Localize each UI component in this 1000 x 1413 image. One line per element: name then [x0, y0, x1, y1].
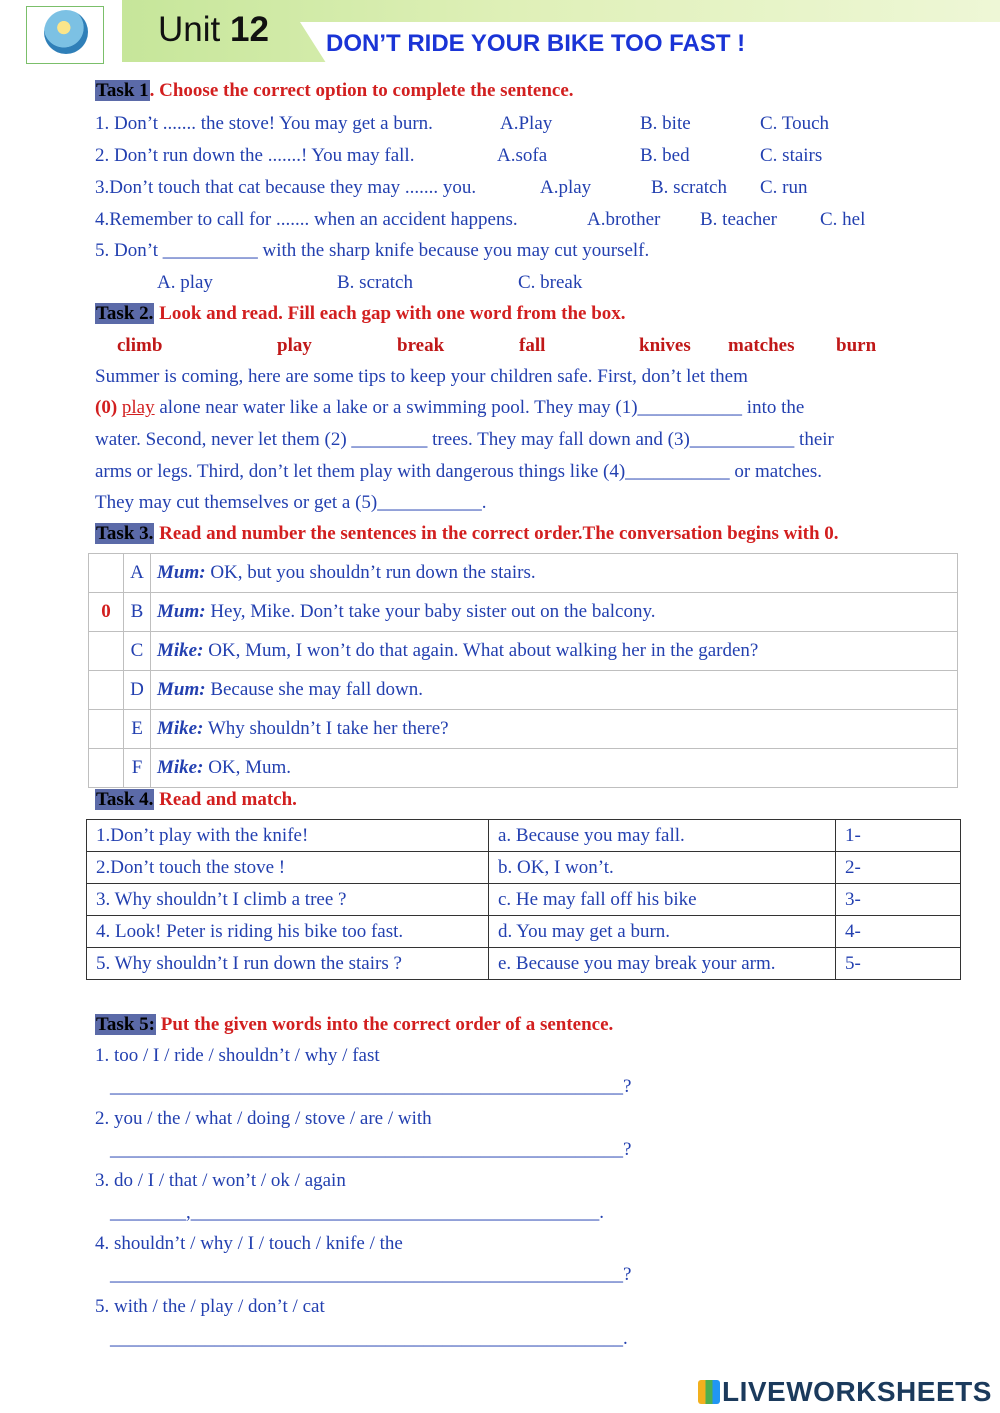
- sentence-cell: [151, 671, 958, 710]
- order-cell[interactable]: [89, 632, 124, 671]
- task5-tag: Task 5:: [96, 1014, 155, 1035]
- sentence-text: Why shouldn’t I take her there?: [203, 718, 449, 739]
- unit-number: 12: [229, 10, 269, 49]
- word-box-item: fall: [519, 335, 546, 356]
- task2-passage-text: alone near water like a lake or a swimming pool. They may (1)___________ into the: [154, 397, 805, 418]
- sentence-text: OK, but you shouldn’t run down the stairs.: [205, 562, 536, 583]
- task4-title: Read and match.: [154, 789, 297, 810]
- task1-q3-option-a[interactable]: A.play: [540, 177, 592, 198]
- table-row: [89, 671, 958, 710]
- task1-q5-option-c[interactable]: C. break: [518, 272, 583, 293]
- question-cell: 5. Why shouldn’t I run down the stairs ?: [87, 948, 489, 980]
- question-cell: 2.Don’t touch the stove !: [87, 852, 489, 884]
- task4-heading: [95, 789, 297, 811]
- task1-q3: 3.Don’t touch that cat because they may ....... you.: [95, 177, 477, 198]
- unit-label: Unit: [158, 10, 221, 49]
- order-cell[interactable]: 0: [89, 593, 124, 632]
- table-row: [89, 554, 958, 593]
- task1-q2-option-a[interactable]: A.sofa: [497, 145, 548, 166]
- task5-heading: [95, 1014, 613, 1036]
- letter-cell: A: [124, 554, 151, 593]
- example-answer: play: [121, 397, 155, 418]
- sentence-cell: [151, 710, 958, 749]
- table-row: [87, 884, 961, 916]
- letter-cell: D: [124, 671, 151, 710]
- table-row: [87, 820, 961, 852]
- letter-cell: B: [124, 593, 151, 632]
- question-cell: 1.Don’t play with the knife!: [87, 820, 489, 852]
- sentence-text: Because she may fall down.: [205, 679, 423, 700]
- task1-tag: Task 1: [96, 80, 149, 101]
- task5-answer-line[interactable]: ________,___________________________________________.: [110, 1202, 604, 1223]
- answer-cell[interactable]: 1-: [836, 820, 961, 852]
- order-cell[interactable]: [89, 554, 124, 593]
- task5-answer-line[interactable]: ______________________________________________________?: [110, 1139, 632, 1160]
- question-cell: 4. Look! Peter is riding his bike too fast.: [87, 916, 489, 948]
- matching-table: [86, 819, 961, 980]
- task5-answer-line[interactable]: ______________________________________________________?: [110, 1076, 632, 1097]
- word-box-item: matches: [728, 335, 795, 356]
- word-box-item: break: [397, 335, 445, 356]
- task2-heading: [95, 303, 626, 325]
- task1-q4-option-b[interactable]: B. teacher: [700, 209, 778, 230]
- response-cell: e. Because you may break your arm.: [489, 948, 836, 980]
- response-cell: c. He may fall off his bike: [489, 884, 836, 916]
- speaker: Mike:: [157, 640, 204, 661]
- order-cell[interactable]: [89, 671, 124, 710]
- sentence-cell: [151, 632, 958, 671]
- task3-tag: Task 3.: [96, 523, 154, 544]
- task1-q2-option-b[interactable]: B. bed: [640, 145, 690, 166]
- task1-q3-option-c[interactable]: C. run: [760, 177, 808, 198]
- task5-prompt: 1. too / I / ride / shouldn’t / why / fast: [95, 1045, 380, 1066]
- table-row: [89, 632, 958, 671]
- task1-q1: 1. Don’t ....... the stove! You may get a burn.: [95, 113, 433, 134]
- word-box-item: climb: [117, 335, 163, 356]
- question-cell: 3. Why shouldn’t I climb a tree ?: [87, 884, 489, 916]
- task2-tag: Task 2.: [96, 303, 154, 324]
- task1-q1-option-b[interactable]: B. bite: [640, 113, 691, 134]
- task2-passage-line: water. Second, never let them (2) ________ trees. They may fall down and (3)___________ their: [95, 429, 834, 450]
- task1-heading: [95, 80, 574, 102]
- task2-title: Look and read. Fill each gap with one word from the box.: [154, 303, 626, 324]
- task1-q3-option-b[interactable]: B. scratch: [651, 177, 727, 198]
- brand-name: LIVEWORKSHEETS: [722, 1376, 992, 1407]
- task5-prompt: 4. shouldn’t / why / I / touch / knife / the: [95, 1233, 403, 1254]
- task4-tag: Task 4.: [96, 789, 154, 810]
- order-cell[interactable]: [89, 710, 124, 749]
- table-row: [89, 710, 958, 749]
- task1-q4: 4.Remember to call for ....... when an accident happens.: [95, 209, 518, 230]
- liveworksheets-logo: [698, 1376, 992, 1408]
- table-row: [89, 749, 958, 788]
- speaker: Mum:: [157, 679, 206, 700]
- table-row: [87, 948, 961, 980]
- liveworksheets-icon: [698, 1380, 720, 1404]
- order-cell[interactable]: [89, 749, 124, 788]
- sentence-text: OK, Mum.: [203, 757, 292, 778]
- example-number: (0): [95, 397, 122, 418]
- response-cell: d. You may get a burn.: [489, 916, 836, 948]
- task3-heading: [95, 523, 839, 545]
- letter-cell: F: [124, 749, 151, 788]
- task1-q2-option-c[interactable]: C. stairs: [760, 145, 823, 166]
- task1-q5-option-b[interactable]: B. scratch: [337, 272, 413, 293]
- task5-answer-line[interactable]: ______________________________________________________?: [110, 1264, 632, 1285]
- speaker: Mike:: [157, 757, 204, 778]
- task5-prompt: 5. with / the / play / don’t / cat: [95, 1296, 325, 1317]
- task2-passage-line: Summer is coming, here are some tips to keep your children safe. First, don’t let them: [95, 366, 748, 387]
- task3-title: Read and number the sentences in the correct order.The conversation begins with 0.: [154, 523, 839, 544]
- globe-icon: [44, 10, 88, 54]
- sentence-cell: [151, 749, 958, 788]
- page-title: DON’T RIDE YOUR BIKE TOO FAST !: [326, 30, 746, 57]
- speaker: Mum:: [157, 601, 206, 622]
- speaker: Mum:: [157, 562, 206, 583]
- task1-q4-option-c[interactable]: C. hel: [820, 209, 866, 230]
- sentence-text: OK, Mum, I won’t do that again. What about walking her in the garden?: [203, 640, 759, 661]
- task5-answer-line[interactable]: ______________________________________________________.: [110, 1328, 628, 1349]
- response-cell: b. OK, I won’t.: [489, 852, 836, 884]
- task5-prompt: 3. do / I / that / won’t / ok / again: [95, 1170, 346, 1191]
- unit-title: [158, 10, 269, 50]
- task1-q5-option-a[interactable]: A. play: [157, 272, 213, 293]
- word-box-item: play: [277, 335, 312, 356]
- sentence-text: Hey, Mike. Don’t take your baby sister out on the balcony.: [205, 601, 656, 622]
- answer-cell[interactable]: 4-: [836, 916, 961, 948]
- task1-title: . Choose the correct option to complete the sentence.: [149, 80, 574, 101]
- word-box-item: knives: [639, 335, 691, 356]
- letter-cell: C: [124, 632, 151, 671]
- conversation-table: [88, 553, 958, 788]
- task2-passage-line: [95, 397, 804, 419]
- letter-cell: E: [124, 710, 151, 749]
- answer-cell[interactable]: 2-: [836, 852, 961, 884]
- answer-cell[interactable]: 3-: [836, 884, 961, 916]
- sentence-cell: [151, 554, 958, 593]
- task1-q5: 5. Don’t __________ with the sharp knife because you may cut yourself.: [95, 240, 650, 261]
- task5-prompt: 2. you / the / what / doing / stove / are / with: [95, 1108, 432, 1129]
- answer-cell[interactable]: 5-: [836, 948, 961, 980]
- task2-passage-line: arms or legs. Third, don’t let them play with dangerous things like (4)___________ or matches.: [95, 461, 822, 482]
- task1-q1-option-c[interactable]: C. Touch: [760, 113, 830, 134]
- table-row: [87, 852, 961, 884]
- task1-q2: 2. Don’t run down the .......! You may fall.: [95, 145, 415, 166]
- word-box-item: burn: [836, 335, 877, 356]
- table-row: [87, 916, 961, 948]
- task1-q1-option-a[interactable]: A.Play: [500, 113, 553, 134]
- speaker: Mike:: [157, 718, 204, 739]
- task1-q4-option-a[interactable]: A.brother: [587, 209, 661, 230]
- response-cell: a. Because you may fall.: [489, 820, 836, 852]
- task2-passage-line: They may cut themselves or get a (5)___________.: [95, 492, 487, 513]
- sentence-cell: [151, 593, 958, 632]
- task5-title: Put the given words into the correct order of a sentence.: [155, 1014, 614, 1035]
- table-row: [89, 593, 958, 632]
